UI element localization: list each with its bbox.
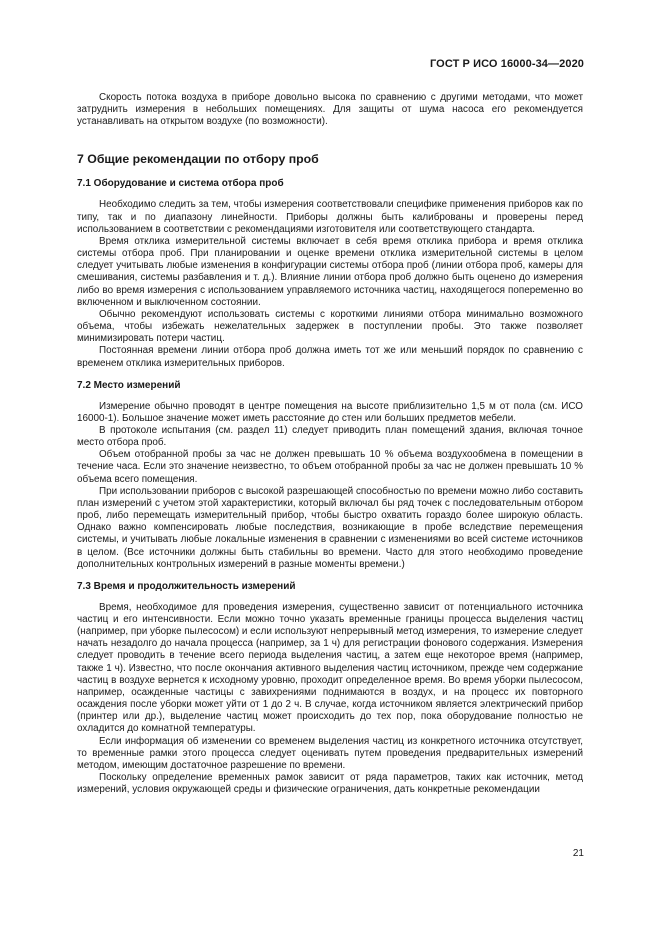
paragraph: Время, необходимое для проведения измерения, существенно зависит от потенциального источника частиц и его интенсивности. Если можно точно указать временные границы процесса выделения частиц (например, при уборке пылесосом) и если используют непрерывный метод измерения, то измерение следует начать незадолго до начала процесса (например, за 1 ч) для регистрации фонового содержания. Измерения следует проводить в течение всего периода выделения частиц, а затем еще некоторое время (например, также 1 ч). Известно, что после окончания активного выделения частиц источником, прежде чем содержание частиц в воздухе вернется к исходному уровню, проходит определенное время. Во время уборки пылесосом, например, осажденные частицы с завихрениями поднимаются в воздух, и на процесс их повторного осаждения после уборки может уйти от 1 до 2 ч. В случае, когда источником является электрический прибор (принтер или др.), выделение частиц может происходить до тех пор, пока оборудование полностью не охладится до комнатной температуры. (77, 601, 583, 735)
section-7-title: 7 Общие рекомендации по отбору проб (77, 152, 319, 167)
page-content (77, 92, 583, 796)
paragraph: Объем отобранной пробы за час не должен превышать 10 % объема воздухообмена в помещении в течение часа. Если это значение неизвестно, то объем отобранной пробы за час не должен превышать 10 % объема всего помещения. (77, 449, 583, 485)
paragraph: Измерение обычно проводят в центре помещения на высоте приблизительно 1,5 м от пола (см. ИСО 16000-1). Большое значение может иметь расстояние до стен или больших предметов мебели. (77, 400, 583, 424)
paragraph: В протоколе испытания (см. раздел 11) следует приводить план помещений здания, включая точное место отбора проб. (77, 424, 583, 449)
section-7-3-title: 7.3 Время и продолжительность измерений (77, 580, 296, 592)
paragraph: Обычно рекомендуют использовать системы с короткими линиями отбора минимально возможного объема, чтобы избежать нежелательных задержек в поступлении пробы. Это также позволяет минимизировать потери частиц. (77, 308, 583, 345)
paragraph: Если информация об изменении со временем выделения частиц из конкретного источника отсутствует, то временные рамки этого процесса следует оценивать путем проведения предварительных измерений методом, имеющим достаточное разрешение по времени. (77, 735, 583, 771)
page-number: 21 (572, 848, 584, 859)
section-7-2-title: 7.2 Место измерений (77, 379, 181, 391)
paragraph: Поскольку определение временных рамок зависит от ряда параметров, таких как источник, метод измерений, условия окружающей среды и физические ограничения, дать конкретные рекомендации (77, 772, 583, 796)
document-id-header: ГОСТ Р ИСО 16000-34—2020 (429, 58, 584, 70)
paragraph: Необходимо следить за тем, чтобы измерения соответствовали специфике применения приборов как по типу, так и по диапазону линейности. Приборы должны быть калиброваны и проверены перед использованием в соответствии с рекомендациями изготовителя или соответствующего стандарта. (77, 199, 583, 235)
paragraph: Постоянная времени линии отбора проб должна иметь тот же или меньший порядок по сравнению с временем отклика измерительных приборов. (77, 345, 583, 369)
paragraph: Время отклика измерительной системы включает в себя время отклика прибора и время отклика системы отбора проб. При планировании и оценке времени отклика измерительной системы в целом следует учитывать любые изменения в конфигурации системы отбора проб (линии отбора проб, камеры для смешивания, системы разбавления и т. д.). Влияние линии отбора проб должно быть оценено до измерения либо во время измерения с использованием управляемого источника частиц, находящегося попеременно во включенном и выключенном состоянии. (77, 235, 583, 308)
intro-paragraph: Скорость потока воздуха в приборе довольно высока по сравнению с другими методами, что может затруднить измерения в небольших помещениях. Для защиты от шума насоса его рекомендуется устанавливать на открытом воздухе (по возможности). (77, 92, 583, 128)
section-7-1-title: 7.1 Оборудование и система отбора проб (77, 178, 284, 190)
paragraph: При использовании приборов с высокой разрешающей способностью по времени можно либо составить план измерений с учетом этой характеристики, который включал бы ряд точек с последовательным отбором проб, либо перемещать измерительный прибор, чтобы быстро охватить гораздо более широкую область. Однако важно компенсировать любые последствия, возникающие в пробе вследствие перемещения системы, и учитывать любые локальные изменения в сравнении с изменениями во всей системе источников в целом. (Все источники должны быть стабильны во времени. Часто для этого необходимо проведение дополнительных контрольных измерений в разные моменты времени.) (77, 485, 583, 570)
